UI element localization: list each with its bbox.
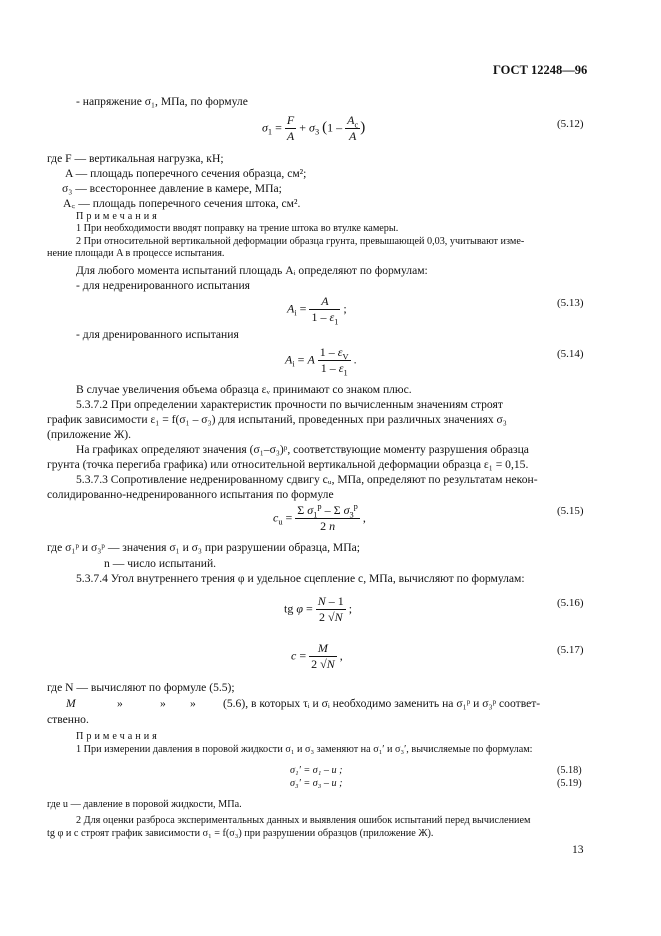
formula-5-13: $A_i$ = $\frac{A}{1 - \varepsilon_1}$ ;	[287, 294, 347, 327]
formula-number: (5.18)	[557, 765, 582, 776]
formula-5-18: σ₁′ = σ₁ – u ;	[290, 765, 343, 776]
text-line: σ₃ — всестороннее давление в камере, МПа;	[62, 182, 282, 195]
text-line: A — площадь поперечного сечения образца, см²;	[65, 167, 307, 180]
text-line: (5.6), в которых τᵢ и σᵢ необходимо заменить на σ₁ᵖ и σ₃ᵖ соответ-	[223, 697, 541, 710]
text-line: A꜀ — площадь поперечного сечения штока, см².	[63, 197, 301, 210]
formula-number: (5.16)	[557, 597, 584, 609]
text-line: 5.3.7.2 При определении характеристик прочности по вычисленным значениям строят	[76, 398, 503, 411]
text-line: где σ₁ᵖ и σ₃ᵖ — значения σ₁ и σ₃ при разрушении образца, МПа;	[47, 541, 360, 554]
formula-5-17: c = $\frac{M}{2 √N}$ ,	[291, 641, 343, 671]
text-line: »	[190, 697, 196, 710]
notes-title: Примечания	[76, 211, 160, 222]
text-line: »	[160, 697, 166, 710]
note-line: 1 При необходимости вводят поправку на трение штока во втулке камеры.	[76, 223, 399, 234]
formula-number: (5.15)	[557, 505, 584, 517]
text-line: грунта (точка перегиба графика) или относительной вертикальной деформации образца ε₁ = 0,15.	[47, 458, 529, 471]
formula-number: (5.17)	[557, 644, 584, 656]
note-line: 1 При измерении давления в поровой жидкости σ₁ и σ₃ заменяют на σ₁′ и σ₃′, вычисляемые по формулам:	[76, 744, 533, 755]
text-line: Для любого момента испытаний площадь Aᵢ определяют по формулам:	[76, 264, 428, 277]
text-line: (приложение Ж).	[47, 428, 131, 441]
note-line: 2 Для оценки разброса экспериментальных данных и выявления ошибок испытаний перед вычислением	[76, 815, 531, 826]
formula-5-15: $c_u$ = $\frac{\Sigma \sigma_1^p - \Sigma \sigma_3^p}{2 n}$ ,	[273, 502, 366, 533]
text-line: В случае увеличения объема образца εᵥ принимают со знаком плюс.	[76, 383, 412, 396]
text-line: M	[66, 697, 76, 710]
formula-number: (5.12)	[557, 118, 584, 130]
text-line: На графиках определяют значения (σ₁–σ₃)ᵖ, соответствующие моменту разрушения образца	[76, 443, 529, 456]
text-line: 5.3.7.4 Угол внутреннего трения φ и удельное сцепление c, МПа, вычисляют по формулам:	[76, 572, 525, 585]
notes-title: Примечания	[76, 731, 160, 742]
note-line: tg φ и c строят график зависимости σ₁ = f(σ₃) при разрушении образцов (приложение Ж).	[47, 828, 434, 839]
text-line: n — число испытаний.	[104, 557, 217, 570]
note-line: где u — давление в поровой жидкости, МПа.	[47, 799, 242, 810]
text-line: »	[117, 697, 123, 710]
text-line: где F — вертикальная нагрузка, кН;	[47, 152, 224, 165]
text-line: ственно.	[47, 713, 89, 726]
document-header: ГОСТ 12248—96	[493, 63, 588, 77]
formula-number: (5.13)	[557, 297, 584, 309]
page-number: 13	[572, 843, 584, 856]
text-line: - для недренированного испытания	[76, 279, 250, 292]
text-line: солидированно-недренированного испытания по формуле	[47, 488, 334, 501]
text-line: - для дренированного испытания	[76, 328, 239, 341]
note-line: нение площади A в процессе испытания.	[47, 248, 225, 259]
formula-5-19: σ₃′ = σ₃ – u ;	[290, 778, 343, 789]
formula-5-12: $\sigma_1$ = $\frac{F}{A}$ + $\sigma_3$ (1 – $\frac{A_c}{A}$ )	[262, 113, 366, 143]
note-line: 2 При относительной вертикальной деформации образца грунта, превышающей 0,03, учитывают изме-	[76, 236, 525, 247]
text-line: - напряжение σ₁, МПа, по формуле	[76, 95, 248, 108]
text-line: где N — вычисляют по формуле (5.5);	[47, 681, 235, 694]
formula-5-14: $A_i = A$ $\frac{1 - \varepsilon_V}{1 - \varepsilon_1}$ .	[285, 345, 357, 378]
text-line: график зависимости ε₁ = f(σ₁ – σ₃) для испытаний, проведенных при различных значениях σ₃	[47, 413, 507, 426]
formula-number: (5.19)	[557, 778, 582, 789]
formula-number: (5.14)	[557, 348, 584, 360]
text-line: 5.3.7.3 Сопротивление недренированному сдвигу cᵤ, МПа, определяют по результатам некон-	[76, 473, 538, 486]
formula-5-16: tg φ = $\frac{N - 1}{2 √N}$ ;	[284, 594, 353, 624]
